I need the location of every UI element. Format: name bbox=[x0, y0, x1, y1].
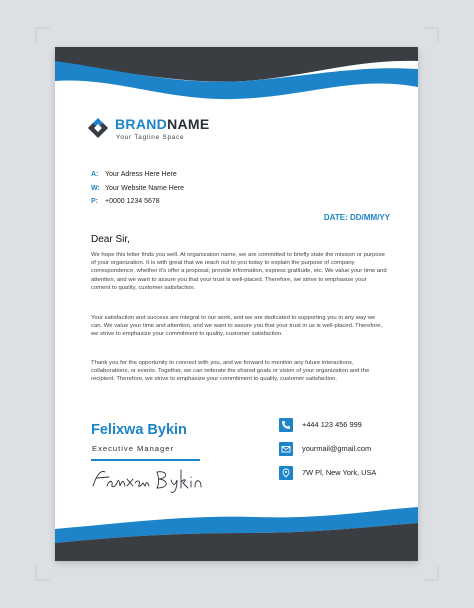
brand-name: BRANDNAME bbox=[115, 116, 210, 132]
address-line: A: Your Adress Here Here bbox=[91, 171, 177, 178]
crop-mark-icon bbox=[28, 20, 50, 42]
location-icon bbox=[279, 466, 293, 480]
letter-date: DATE: DD/MM/YY bbox=[323, 213, 390, 222]
crop-mark-icon bbox=[424, 566, 446, 588]
crop-mark-icon bbox=[28, 566, 50, 588]
brand-tagline: Your Tagline Space bbox=[116, 134, 185, 141]
brand-logo-icon bbox=[87, 117, 109, 139]
signature-divider bbox=[91, 459, 200, 461]
email-icon bbox=[279, 442, 293, 456]
body-paragraph: Your satisfaction and success are integral to our work, and we are dedicated to supporting you in any way we can. We value your time and attention, and we want to assure you that your trust in us is well-placed. Therefore, we strive to emphasize your commitment to quality, customer satisfaction. bbox=[91, 315, 383, 338]
signatory-title: Executive Manager bbox=[92, 444, 175, 453]
handwritten-signature bbox=[89, 464, 207, 494]
signatory-name: Felixwa Bykin bbox=[91, 422, 187, 438]
phone-line: P: +0000 1234 5678 bbox=[91, 198, 160, 205]
body-paragraph: Thank you for the opportunity to connect with you, and we forward to mention any future interactions, collaborations, or events. Together, we can reiterate the shared goals or vision of your organization and the recipient. Therefore, we strive to emphasize your commitment to quality, customer satisfaction. bbox=[91, 360, 370, 383]
body-paragraph: We hope this letter finds you well. At organization name, we are committed to briefly state the mission or purpose of your organization. It is with great that we reach out to you today to explain the purpose of company correspondence, whether it's offer a proposal, provide information, express gratitude, etc. We value your time and attention, and we want to assure you that your trust is well-placed. Therefore, we strive to emphasize your coment to quality, customer satisfaction. bbox=[91, 252, 387, 291]
phone-icon bbox=[279, 418, 293, 432]
letterhead-page: BRANDNAME Your Tagline Space A: Your Adress Here Here W: Your Website Name Here P: +0000 1234 5678 DATE: DD/MM/YY Dear Sir, We hope this letter finds you well. At organization name, we are committed to briefly state the mission or purpose of your organization. It is with great that we reach out to you today to explain the purpose of company correspondence, whether it's offer a proposal, provide information, express gratitude, etc. We value your time and attention, and we want to assure you that your trust is well-placed. Therefore, we strive to emphasize your coment to quality, customer satisfaction. Your satisfaction and success are integral to our work, and we are dedicated to supporting you in any way we can. We value your time and attention, and we want to assure you that your trust in us is well-placed. Therefore, we strive to emphasize your commitment to quality, customer satisfaction. Thank you for the opportunity to connect with you, and we forward to mention any future interactions, collaborations, or events. Together, we can reiterate the shared goals or vision of your organization and the recipient. Therefore, we strive to emphasize your commitment to quality, customer satisfaction. Felixwa Bykin Executive Manager +444 123 456 999 yourmail@gmail.com 7W Pl, New York, USA bbox=[55, 47, 418, 561]
header-wave-decoration bbox=[55, 47, 418, 109]
footer-wave-decoration bbox=[55, 503, 418, 561]
salutation: Dear Sir, bbox=[91, 234, 130, 245]
crop-mark-icon bbox=[424, 20, 446, 42]
website-line: W: Your Website Name Here bbox=[91, 185, 184, 192]
